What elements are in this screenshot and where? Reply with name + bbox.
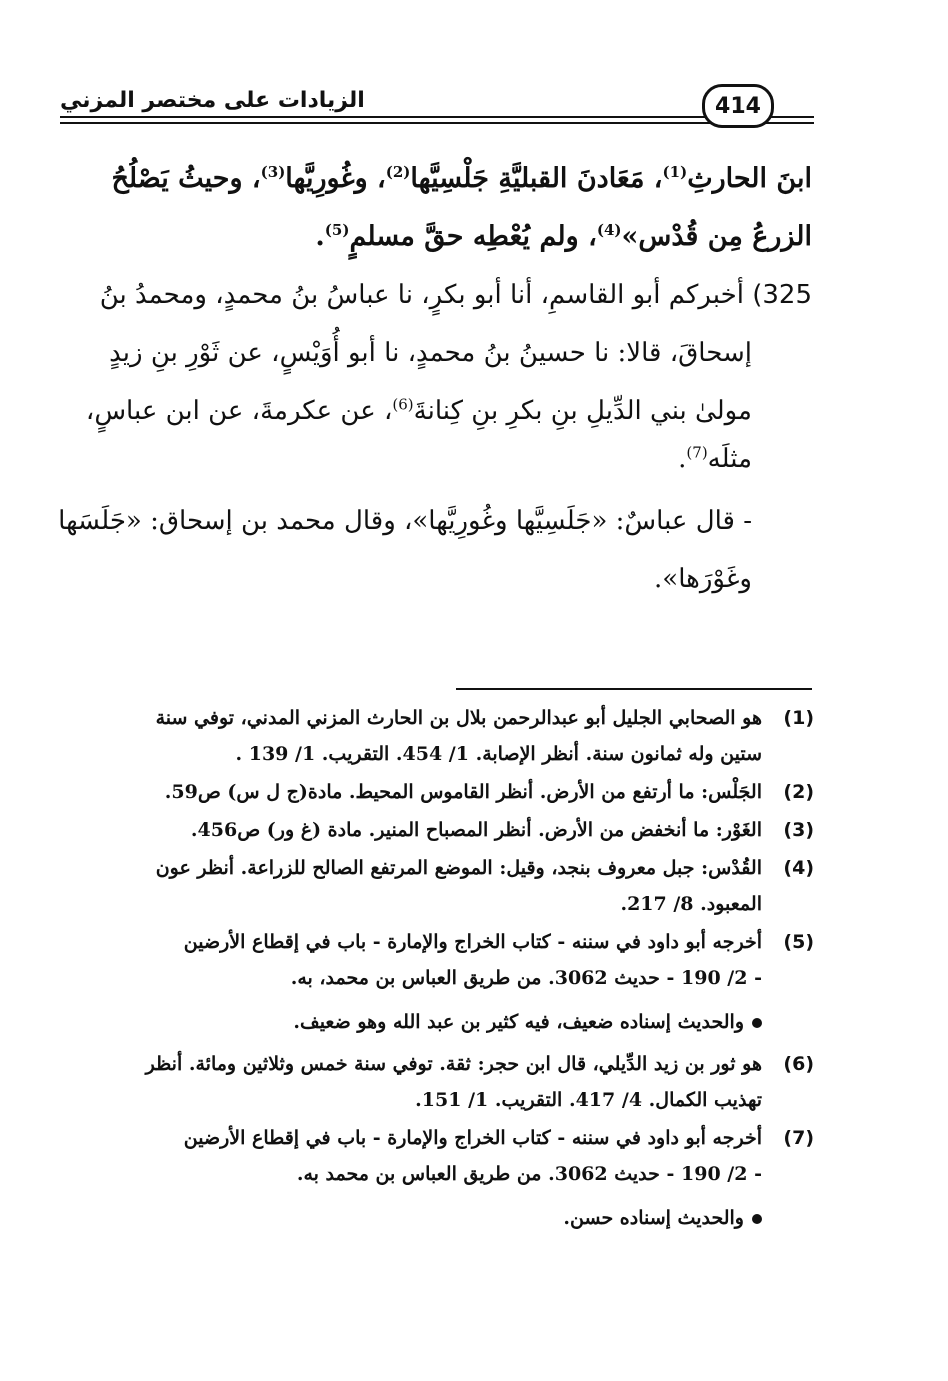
text-span: ، وغُورِيَّها: [285, 163, 386, 194]
footnote-separator: [456, 688, 812, 690]
bullet-icon: [752, 1214, 762, 1224]
text-span: ، وحيثُ يَصْلُحُ: [111, 163, 261, 194]
text-span: ، ولم يُعْطِه حقَّ مسلمٍ: [349, 221, 597, 252]
footnote-ref[interactable]: (4): [596, 221, 622, 239]
footnote-ref[interactable]: (2): [385, 163, 411, 181]
main-text: [60, 150, 812, 608]
text-span: .: [678, 444, 687, 474]
footnote-ref[interactable]: (3): [260, 163, 286, 181]
footnote-line: هو ثور بن زيد الدِّيلي، قال ابن حجر: ثقة. توفي سنة خمس وثلاثين ومائة. أنظر: [145, 1053, 762, 1075]
page-number: 414: [702, 84, 774, 128]
hadith-line: [60, 382, 812, 440]
footnote-number: (6): [783, 1053, 814, 1075]
hadith-line: [60, 266, 812, 324]
footnote-number: (5): [783, 931, 814, 953]
note-text: والحديث إسناده ضعيف، فيه كثير بن عبد الله وهو ضعيف.: [293, 1011, 744, 1033]
text-line: [60, 150, 812, 208]
footnote: [68, 850, 814, 922]
footnote-line: ستين وله ثمانون سنة. أنظر الإصابة. 1/ 454. التقريب. 1/ 139 .: [235, 743, 762, 765]
text-span: .: [315, 221, 325, 252]
footnote: [68, 924, 814, 996]
text-line: [60, 208, 812, 266]
footnote-line: الغَوْر: ما أنخفض من الأرض. أنظر المصباح المنير. مادة (غ ور) ص456.: [190, 819, 762, 841]
footnote-line: - 2/ 190 - حديث 3062. من طريق العباس بن محمد، به.: [290, 967, 762, 989]
grading-note: [68, 1004, 814, 1040]
text-span: ، عن عكرمةَ، عن ابن عباسٍ،: [85, 396, 393, 426]
hadith-number: 325): [752, 280, 812, 310]
footnote-line: الجَلْس: ما أرتفع من الأرض. أنظر القاموس المحيط. مادة(ج ل س) ص59.: [164, 781, 762, 803]
abbas-line: - قال عباسٌ: «جَلَسِيَّها وغُورِيَّها»، وقال محمد بن إسحاق: «جَلَسَها: [58, 506, 752, 536]
footnote-line: القُدْس: جبل معروف بنجد، وقيل: الموضع المرتفع الصالح للزراعة. أنظر عون: [155, 857, 762, 879]
footnote: [68, 812, 814, 848]
bullet-icon: [752, 1018, 762, 1028]
footnote-number: (2): [783, 781, 814, 803]
footnote-number: (1): [783, 707, 814, 729]
footnote-line: - 2/ 190 - حديث 3062. من طريق العباس بن محمد به.: [296, 1163, 762, 1185]
footnote-number: (4): [783, 857, 814, 879]
footnote-ref[interactable]: (5): [324, 221, 350, 239]
grading-note: [68, 1200, 814, 1236]
footnote: [68, 774, 814, 810]
footnote-line: أخرجه أبو داود في سننه - كتاب الخراج والإمارة - باب في إقطاع الأرضين: [183, 931, 762, 953]
text-span: مثلَه: [707, 444, 752, 474]
footnote: [68, 700, 814, 772]
footnote-ref[interactable]: (6): [392, 395, 414, 414]
header-rule: [60, 116, 814, 118]
text-span: الزرعُ مِن قُدْس»: [621, 221, 812, 252]
footnote-number: (7): [783, 1127, 814, 1149]
footnote-ref[interactable]: (7): [686, 443, 708, 462]
running-title: الزيادات على مختصر المزني: [60, 88, 365, 113]
footnotes: [68, 700, 814, 1242]
page-header: [60, 82, 814, 130]
footnote-line: أخرجه أبو داود في سننه - كتاب الخراج والإمارة - باب في إقطاع الأرضين: [183, 1127, 762, 1149]
footnote: [68, 1120, 814, 1192]
text-span: ، مَعَادنَ القبليَّةِ جَلْسِيَّها: [410, 163, 663, 194]
footnote-ref[interactable]: (1): [662, 163, 688, 181]
text-span: أخبركم أبو القاسمِ، أنا أبو بكرٍ، نا عباسُ بنُ محمدٍ، ومحمدُ بنُ: [99, 280, 744, 310]
hadith-line: إسحاقَ، قالا: نا حسينُ بنُ محمدٍ، نا أبو أُوَيْسٍ، عن ثَوْرِ بنِ زيدٍ: [109, 338, 752, 368]
text-span: ابنَ الحارثِ: [687, 163, 812, 194]
header-rule-double: [60, 122, 814, 124]
footnote-number: (3): [783, 819, 814, 841]
abbas-line: وغَوْرَها».: [654, 564, 752, 594]
footnote-line: المعبود. 8/ 217.: [620, 893, 762, 915]
footnote-line: تهذيب الكمال. 4/ 417. التقريب. 1/ 151.: [415, 1089, 762, 1111]
hadith-line: [60, 440, 812, 478]
note-text: والحديث إسناده حسن.: [563, 1207, 744, 1229]
footnote: [68, 1046, 814, 1118]
footnote-line: هو الصحابي الجليل أبو عبدالرحمن بلال بن الحارث المزني المدني، توفي سنة: [155, 707, 762, 729]
text-span: مولىٰ بني الدِّيلِ بنِ بكرِ بنِ كِنانةَ: [413, 396, 752, 426]
